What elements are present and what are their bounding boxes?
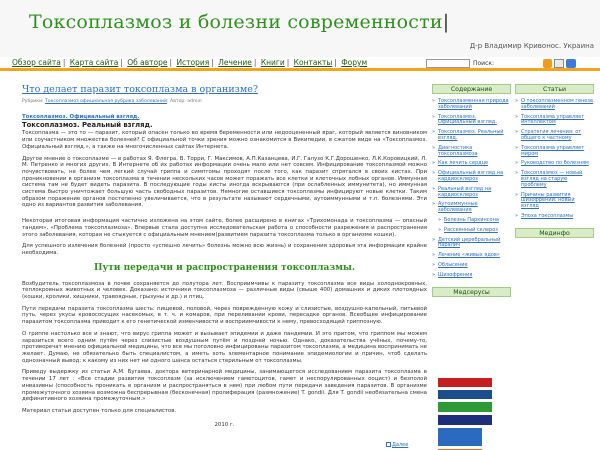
nav-separator: |: [211, 58, 214, 67]
nav-item-history[interactable]: История: [176, 58, 210, 67]
article-item[interactable]: » О токсоплазменном генезе заболеваний: [515, 99, 594, 111]
banner[interactable]: [438, 415, 492, 425]
sidebar-item[interactable]: » Детский церебральный паралич: [432, 238, 511, 250]
paragraph: Некоторая итоговая информация частично изложена на этом сайте, более расширено в книгах «Трихомонада и токсоплазма — опасный тандем», «Проблема токсоплазмоза». Впервые стала доступна исследовательская работа о способности разрежения и распространения этого заболевания, которая не стыкуется с официальным мнением(развитием паразита токсоплазма только в организме кошки).: [22, 218, 427, 238]
banner[interactable]: [438, 378, 492, 387]
section-heading: Пути передачи и распространения токсоплазмы.: [93, 262, 356, 273]
meta-category-link[interactable]: Токсоплазмоз официальная рубрика заболеваний: [45, 99, 168, 104]
banner[interactable]: [438, 390, 492, 399]
sidebar-subitem[interactable]: » Болезнь Паркинсона: [432, 218, 511, 224]
search-input[interactable]: [426, 59, 470, 68]
nav-item-books[interactable]: Книги: [260, 58, 285, 67]
article-item[interactable]: » Стратегия лечения: от общего к частному: [515, 130, 594, 142]
article-item[interactable]: » Токсоплазма управляет интеллектом: [515, 115, 594, 127]
sidebar-subitem[interactable]: » Рассеянный склероз: [432, 228, 511, 234]
sidebar-articles-list: [515, 99, 594, 220]
sidebar-item[interactable]: » Диагностика токсоплазмоза: [432, 146, 511, 158]
paragraph: Приведу выдержку из статьи А.М. Бугаева, доктора ветеринарной медицины, занимающегося исследованием паразита токсоплазма в течении 17 лет : «Все стадии развития токсоплазм (за исключением гаметоцитов, гамет и неспорулированных ооцист) и безполой инвазивны (способность проникать в организм и распространяться в нем) при любом пути передачи заведения паразитов. В организме промежуточного хозяина возможна беспрерывная (бесконечная) пролиферация (размножение) T. gondii. Для T. gondii необязательна смена дефинитивного хозяина промежуточным.»: [22, 369, 427, 403]
paragraph: О гриппе настолько все и знают, что вирус гриппа может и вызывает эпидемии и даже пандемии. И это притом, что гриппом мы можем заразиться всего одним путём через слизистые воздушным путём и поздней ночью. Однако, доказательства учёных, почему-то, противоречат мнению официальной медицины, что все мы поголовно инфицированы паразитом токсоплазма, а медицина воспринимать не желает. Думаю, не обязательно быть специалистом, а иметь хоть элементарное понимание эпидемиологии и причин, чтоб сделать однозначный вывод: к какому из них нет ни одного шанса остаться стерильным от токсоплазмы.: [22, 330, 427, 364]
post-meta: Рубрики: Токсоплазмоз официальная рубрика заболеваний; Автор: admin: [22, 99, 202, 104]
more-link[interactable]: Далее: [392, 442, 409, 448]
banner-area: [438, 378, 512, 450]
bookmark-icon[interactable]: [566, 59, 576, 68]
article-item[interactable]: » Причины развития шизофрении: новый взгляд: [515, 193, 594, 210]
sidebar-item[interactable]: » Шизофрения: [432, 273, 511, 279]
paragraph: Возбудитель токсоплазмоза в почве сохраняется до полутора лет. Восприимчивы к паразиту токсоплазма все виды холоднокровных, теплокровных животных и человек. Доказано: источники токсоплазмоза — различные виды (свыше 400) домашних и диких плотоядных (кошки, кролики, хищники, травоядные, грызуны и др.) и птиц.: [22, 280, 427, 301]
sidebar-medinfo-heading: Мединфо: [515, 228, 594, 238]
meta-author: Автор: admin: [170, 99, 202, 104]
post-title[interactable]: Что делает паразит токсоплазма в организме?: [22, 84, 258, 95]
nav-item-treatment[interactable]: Лечение: [218, 58, 252, 67]
sidebar-medservices-heading: Медсерусы: [432, 287, 511, 297]
nav-separator: |: [169, 58, 173, 67]
nav-separator: |: [62, 58, 66, 67]
paragraph: Для успешного излечения болезней (просто «успешно лечить» болезнь можно всю жизнь) и сохранения здоровья эта информация крайне необходима.: [22, 243, 427, 256]
article-item[interactable]: » Токсоплазма управляет миром: [515, 146, 594, 158]
search-label: Поиск:: [473, 60, 495, 67]
sidebar-item[interactable]: » Токсоплазмоз. Реальный взгляд.: [432, 130, 511, 142]
sidebar-articles-heading: Статьи: [515, 84, 594, 94]
sidebar-contents-list: [432, 99, 511, 279]
nav-separator: |: [120, 58, 123, 67]
nav-item-contacts[interactable]: Контакты: [293, 58, 333, 67]
nav-item-sitemap[interactable]: Карта сайта: [69, 58, 119, 67]
site-title-text[interactable]: Токсоплазмоз и болезни современности: [29, 11, 443, 33]
sidebar-articles: [515, 84, 594, 238]
paragraph: Пути передачи паразита токсоплазма шесть: пищевой, половой, через поврежденную кожу и слизистые, воздушно-капельный, питьевой путь, через укусы кровососущих насекомых, в т. ч. и комаров, при переливании крови, пересадке органов. Всеобщее инфицирование паразитом токсоплазма приводит к его генетической изменчивости и восприимчивости к нему, превосходящей гриппозную.: [22, 305, 427, 326]
nav-item-about[interactable]: Об авторе: [127, 58, 168, 67]
site-subtitle: Д-р Владимир Кривонос. Украина: [469, 42, 594, 50]
sidebar-item[interactable]: » Официальный взгляд на кардиосклероз: [432, 171, 511, 183]
nav-item-overview[interactable]: Обзор сайта: [12, 58, 61, 67]
paragraph: Другое мнение о токсоплазме — в работах Я. Флегра, В. Торри, Г. Максимов, А.П.Казанцева, И.Г. Галузо К.Г.Дорошенко, Л.К.Коровицкий, Л. М. Петренко и многих других. В Интернете об их работах информации очень мало или нет совсем. Инфицирование токсоплазмой можно почувствовать, не более чем легкий случай гриппа и симптомы проходят после того, как паразит спрятался в своих кистах. При проникновении в организм токсоплазма в течении нескольких часов может поражать все клетки и клеточных лобных органов. Иммунная система там не будет видеть паразита. В последующие годы кисты иногда вскрываются (при ослабленных иммунитета), но иммунная система быстро уничтожает большую часть свободных паразитов. Немногие оставшиеся токсоплазмы инфицируют новые клетки. Таким образом поражение органов постепенно увеличивается, что в результате называют сердечными, аутоиммунными и т.п. болезнями. Эти одно из вариантов развития заболевания.: [22, 155, 427, 209]
sidebar-item[interactable]: » Реальный взгляд на кардиосклероз: [432, 187, 511, 199]
paragraph: Материал статьи доступен только для специалистов.: [22, 407, 177, 414]
nav-menu: [12, 58, 367, 67]
nav-item-forum[interactable]: Форум: [341, 58, 368, 67]
sidebar-contents: [432, 84, 511, 297]
sidebar-item[interactable]: » Как лечить сердце: [432, 161, 511, 167]
nav-separator: |: [253, 58, 257, 67]
title-cursor: |: [442, 11, 450, 33]
sidebar-item[interactable]: » Лечение «живых ядов»: [432, 253, 511, 259]
sidebar-contents-heading: Содержание: [432, 84, 511, 94]
nav-bar: [0, 57, 600, 71]
article-item[interactable]: » Токсоплазмоз — новый взгляд на старую проблему: [515, 171, 594, 188]
paragraph: Токсоплазма — это то — паразит, который опасен только во время беременности или недооцененный враг, который является виновником или соучастником множества болезней? С официальной точки зрения можно ознакомится в Википедии, в сжатом виде на «Токсоплазмоз. Официальный взгляд.», а также на многочисленных сайтах Интернета.: [22, 130, 427, 150]
official-view-link[interactable]: Токсоплазмоз. Официальный взгляд.: [22, 113, 140, 120]
main-content: [22, 84, 427, 448]
nav-separator: |: [334, 58, 337, 67]
rss-icon[interactable]: [543, 59, 552, 68]
article-item[interactable]: » Эпоха токсоплазмы: [515, 214, 594, 220]
site-title[interactable]: [29, 11, 449, 33]
sidebar-item[interactable]: » Токсоплазмоз. Официальный взгляд.: [432, 115, 511, 127]
site-header: [0, 0, 600, 57]
sidebar-item[interactable]: » Облысение: [432, 263, 511, 269]
sidebar-item[interactable]: » Токсоплазменная природа заболеваний: [432, 99, 511, 111]
post-subheading: Токсоплазмоз. Реальный взгляд.: [22, 121, 153, 130]
sidebar-item[interactable]: » Аутоиммунные заболевания: [432, 202, 511, 214]
banner[interactable]: [438, 402, 492, 412]
banner[interactable]: [438, 428, 482, 446]
mail-icon[interactable]: [554, 59, 564, 68]
article-item[interactable]: » Руководство по болезням: [515, 161, 594, 167]
more-icon[interactable]: [386, 442, 391, 447]
nav-separator: |: [286, 58, 290, 67]
post-year: 2010 г.: [214, 421, 235, 428]
meta-prefix: Рубрики:: [22, 99, 44, 104]
